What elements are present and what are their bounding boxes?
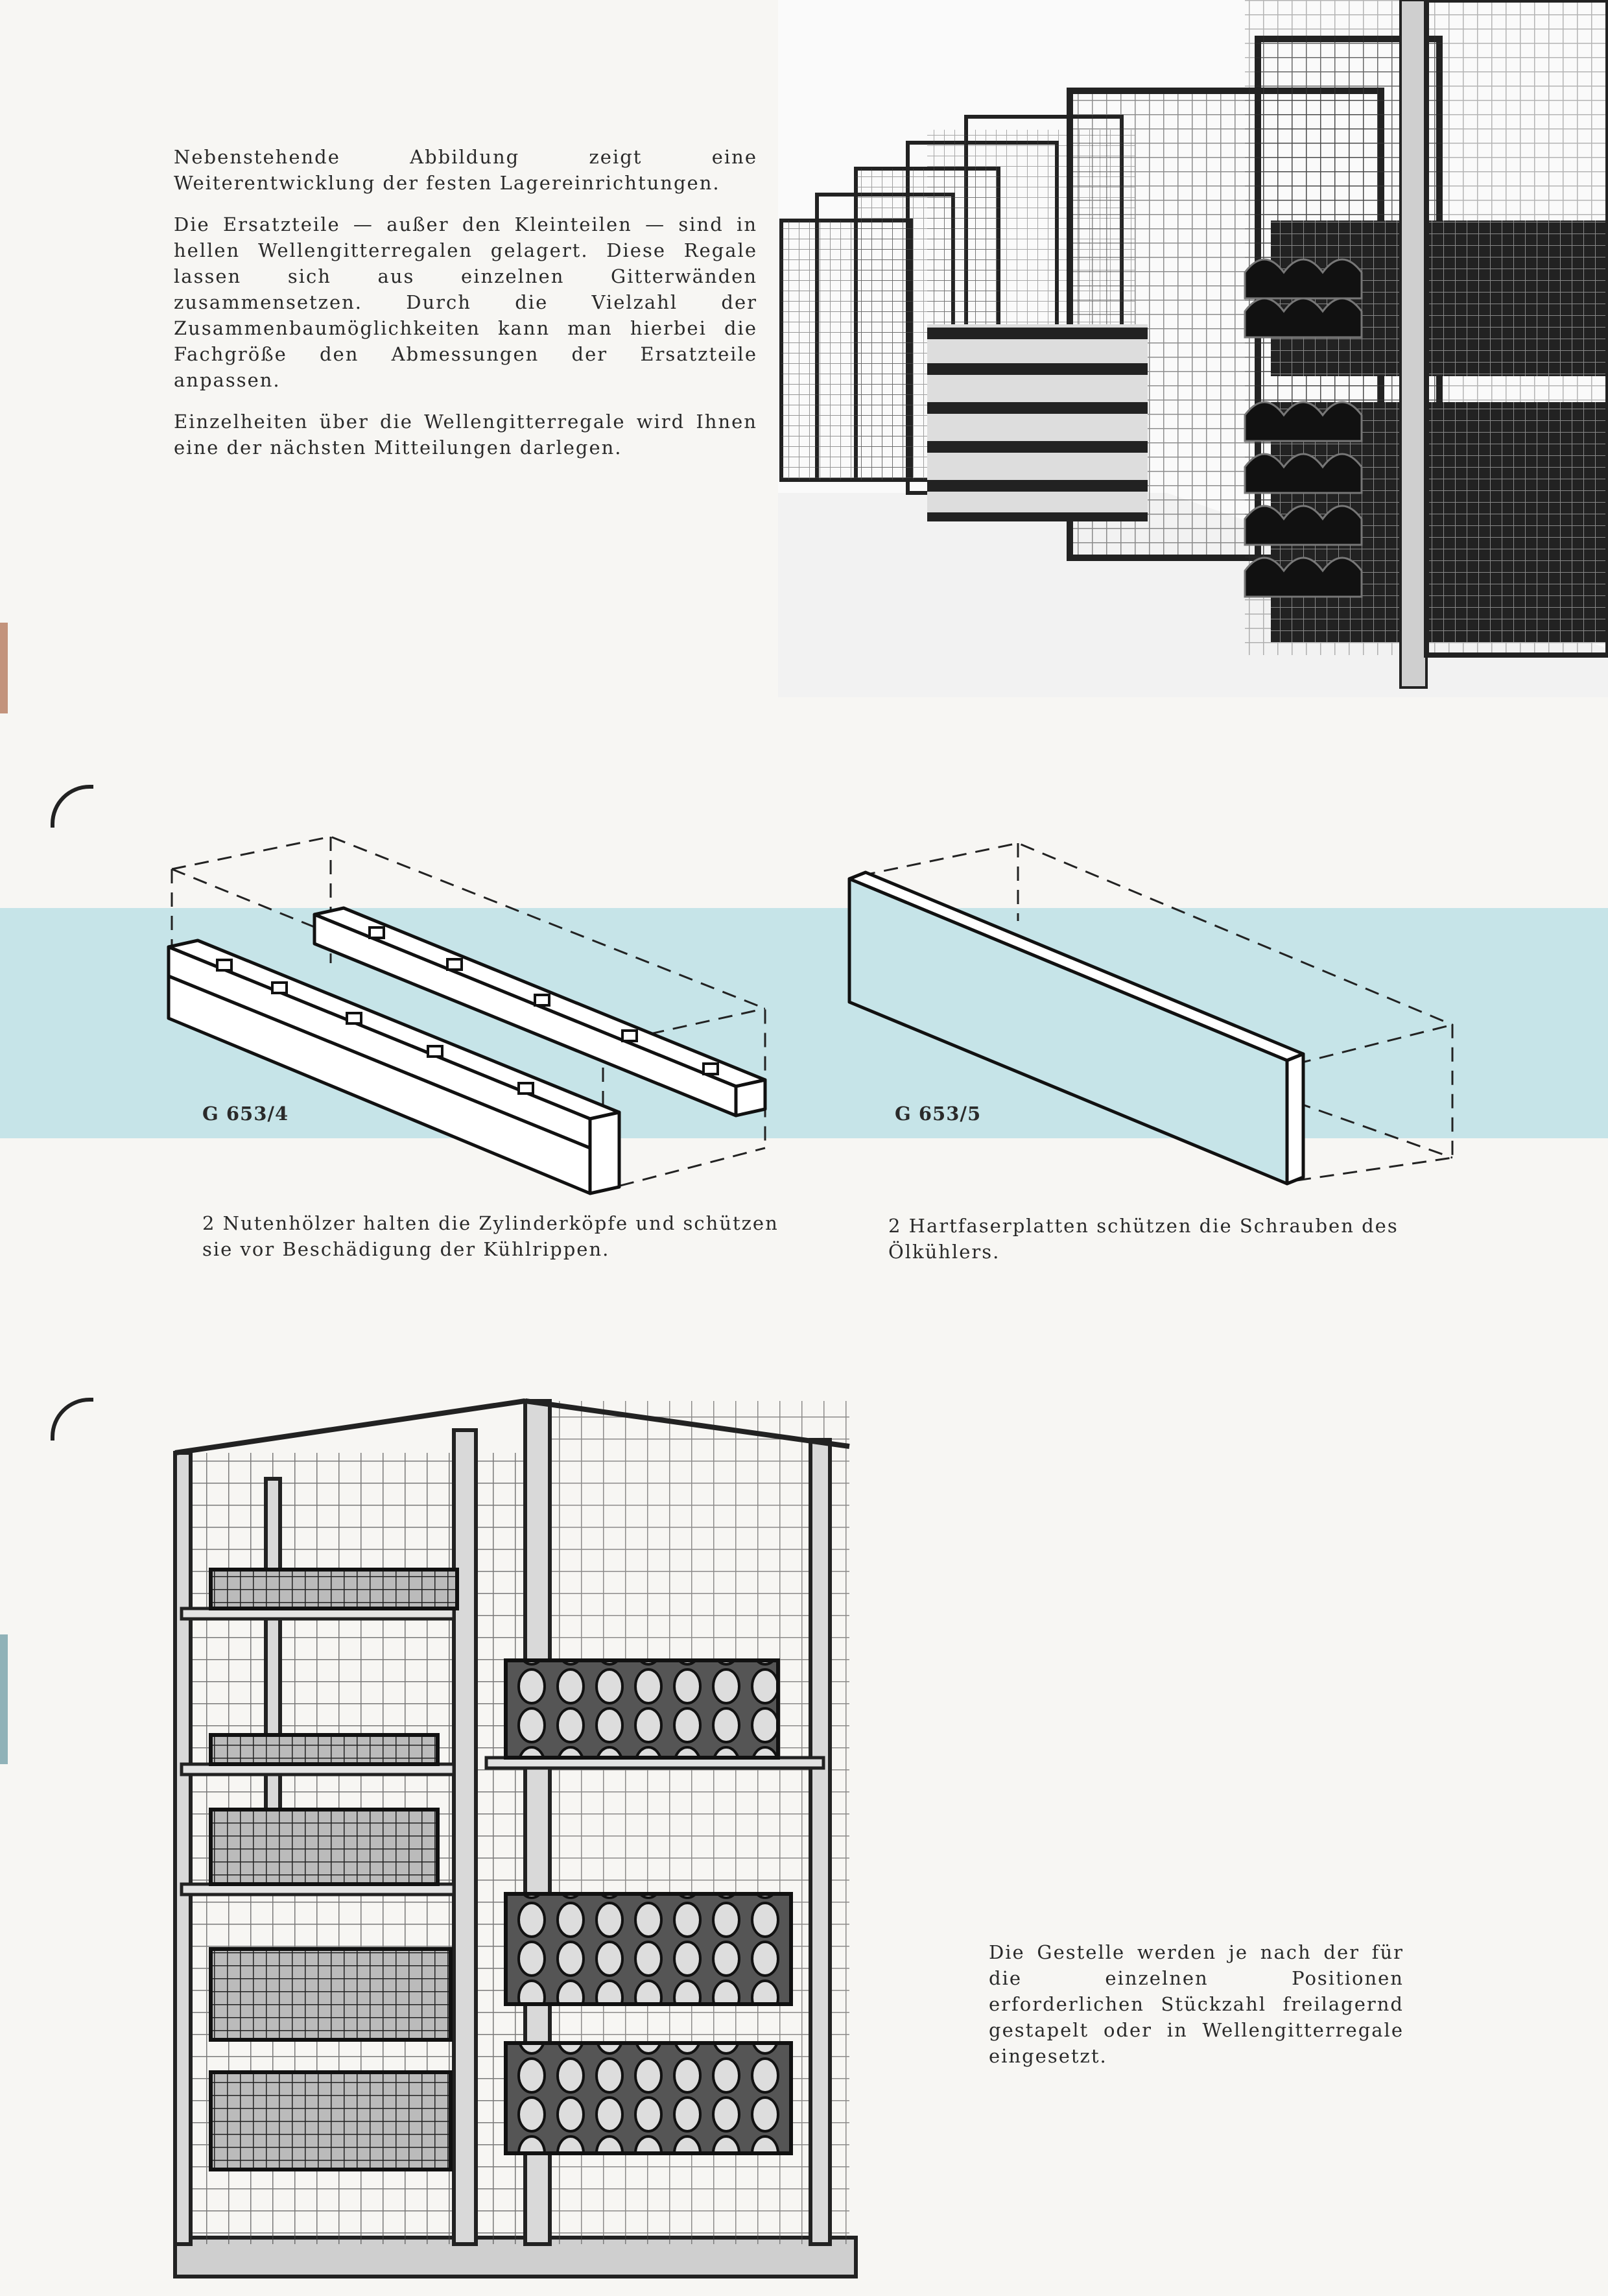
intro-paragraph-1: Nebenstehende Abbildung zeigt eine Weiterentwicklung der festen Lagereinrichtungen.: [174, 146, 757, 194]
intro-paragraph-3: Einzelheiten über die Wellengitterregale wird Ihnen eine der nächsten Mitteilungen darlegen.: [174, 411, 757, 459]
punch-hole-mark-top: [51, 785, 93, 828]
wire-mesh-shelving-photo: [778, 0, 1608, 697]
caption-g653-4: 2 Nutenhölzer halten die Zylinderköpfe und schützen sie vor Beschädigung der Kühlrippen.: [202, 1212, 779, 1260]
bottom-description: Die Gestelle werden je nach der für die einzelnen Positionen erforderlichen Stückzahl freilagernd gestapelt oder in Wellengitterregale eingesetzt.: [989, 1941, 1404, 2067]
punch-hole-mark-bottom: [51, 1398, 93, 1441]
diagram-code-g653-5: G 653/5: [895, 1103, 982, 1125]
binding-mark: [0, 623, 8, 713]
diagram-code-g653-4: G 653/4: [202, 1103, 289, 1125]
hardboard-panel-diagram: [830, 830, 1478, 1193]
intro-paragraph-2: Die Ersatzteile — außer den Kleinteilen — sind in hellen Wellengitterregalen gelagert. Diese Regale lassen sich aus einzelnen Gitterwänden zusammensetzen. Durch die Vielzahl der Zusammenbaumöglichkeiten kann man hierbei die Fachgröße den Abmessungen der Ersatzteile anpassen.: [174, 213, 757, 391]
binding-mark-blue: [0, 1634, 8, 1764]
storage-rack-photo: [162, 1394, 940, 2296]
intro-text: [174, 144, 757, 476]
caption-g653-5: 2 Hartfaserplatten schützen die Schrauben des Ölkühlers.: [888, 1215, 1399, 1263]
grooved-wood-beams-diagram: [156, 824, 791, 1213]
